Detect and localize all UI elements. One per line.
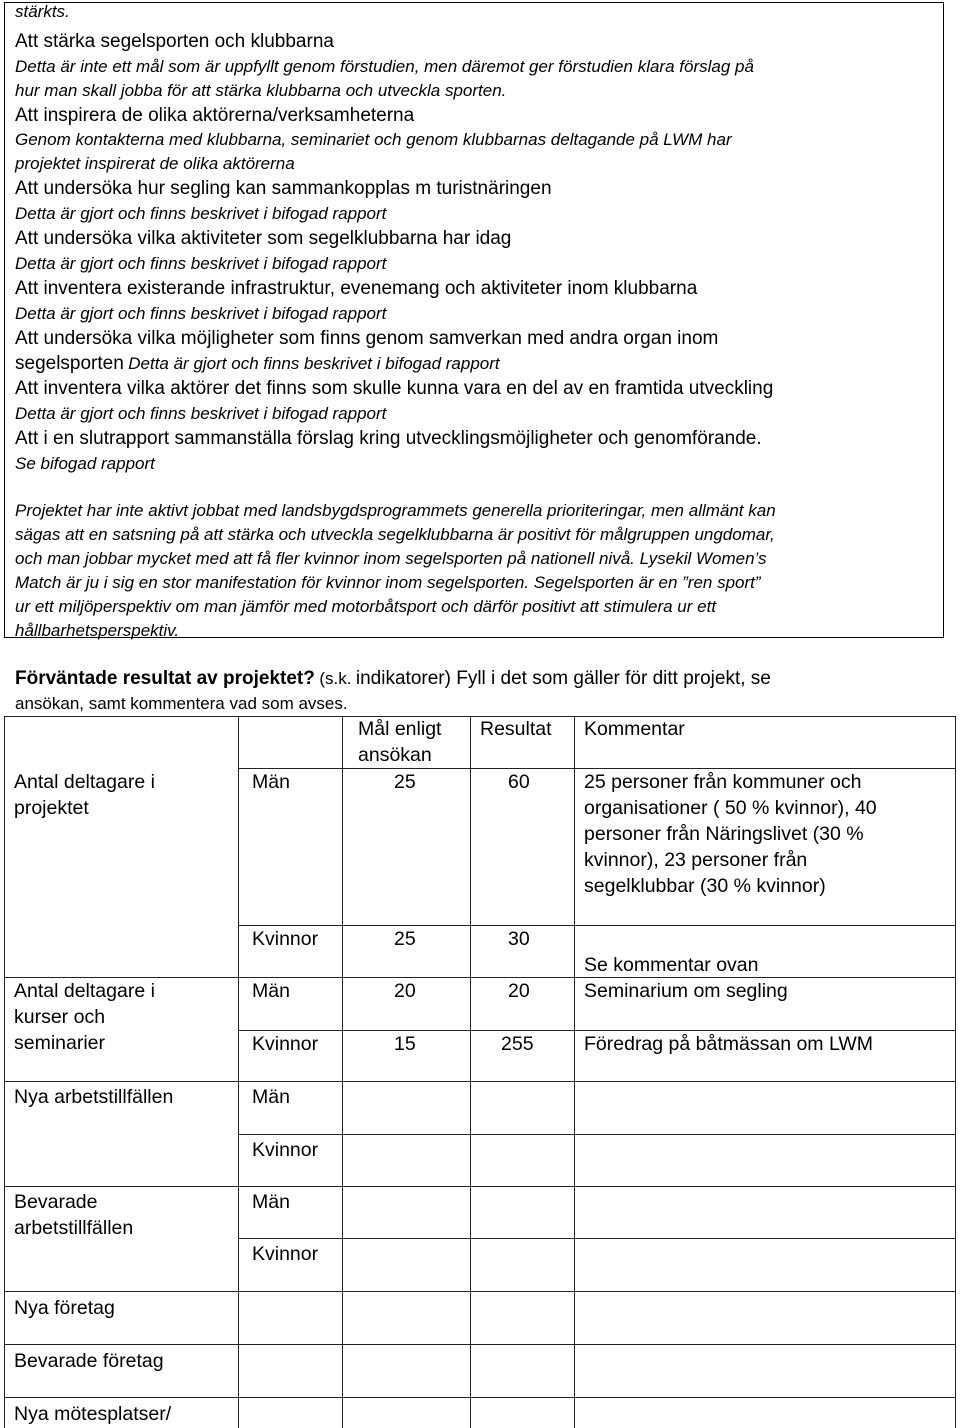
goal-comment: Detta är gjort och finns beskrivet i bifogad rapport [15,254,387,273]
priority-text: och man jobbar mycket med att få fler kvinnor inom segelsporten på nationell nivå. Lysekil Women’s [15,549,767,568]
gender-cell: Män [252,771,290,793]
header-goal: Mål enligt [358,718,442,740]
text-line: stärkts. [15,2,70,21]
table-border [238,925,956,926]
priority-text: hållbarhetsperspektiv. [15,621,180,640]
table-border [238,1238,956,1239]
table-border [470,716,471,1428]
table-border [955,716,956,1428]
goal-comment: hur man skall jobba för att stärka klubbarna och utveckla sporten. [15,81,507,100]
comment-text: personer från Näringslivet (30 % [584,823,864,845]
table-border [4,716,5,1428]
heading-bold: Förväntade resultat av projektet? [15,668,315,689]
goal-comment: Detta är gjort och finns beskrivet i bifogad rapport [15,304,387,323]
comment-text: kvinnor), 23 personer från [584,849,808,871]
heading-rest: indikatorer) Fyll i det som gäller för ditt projekt, se [355,668,771,689]
comment-text: Se kommentar ovan [584,954,759,976]
row-label: arbetstillfällen [14,1217,134,1239]
gender-cell: Kvinnor [252,1243,319,1265]
table-border [4,1186,956,1187]
goal-comment: Detta är gjort och finns beskrivet i bifogad rapport [15,204,387,223]
table-border [238,1134,956,1135]
comment-text: organisationer ( 50 % kvinnor), 40 [584,797,877,819]
result-value: 30 [508,928,530,950]
priority-text: ur ett miljöperspektiv om man jämför med motorbåtsport och därför positivt att stimulera ur ett [15,597,717,616]
goal-value: 15 [394,1033,416,1055]
result-value: 60 [508,771,530,793]
goal-heading: Att undersöka vilka möjligheter som finns genom samverkan med andra organ inom [15,328,719,349]
row-label: kurser och [14,1006,106,1028]
header-result: Resultat [480,718,552,740]
result-value: 20 [508,980,530,1002]
gender-cell: Kvinnor [252,1033,319,1055]
result-value: 255 [501,1033,534,1055]
goal-comment: Genom kontakterna med klubbarna, seminariet och genom klubbarnas deltagande på LWM har [15,130,732,149]
gender-cell: Kvinnor [252,928,319,950]
goal-value: 20 [394,980,416,1002]
table-border [342,716,343,1428]
goal-heading: Att inspirera de olika aktörerna/verksamheterna [15,105,415,126]
goal-heading: Att stärka segelsporten och klubbarna [15,31,334,52]
header-comment: Kommentar [584,718,685,740]
comment-text: Seminarium om segling [584,980,788,1002]
goal-heading: Att undersöka vilka aktiviteter som segelklubbarna har idag [15,228,512,249]
row-label: Nya företag [14,1297,115,1319]
goal-comment: Detta är gjort och finns beskrivet i bifogad rapport [15,404,387,423]
heading-small: (s.k. [319,669,352,688]
row-label: seminarier [14,1032,106,1054]
results-table [4,716,956,1428]
goal-value: 25 [394,928,416,950]
table-border [4,1344,956,1345]
heading-line-2: ansökan, samt kommentera vad som avses. [15,694,348,713]
row-label: Bevarade företag [14,1350,164,1372]
gender-cell: Män [252,980,290,1002]
row-label: Antal deltagare i [14,980,155,1002]
priority-text: sägas att en satsning på att stärka och utveckla segelklubbarna är positivt för målgruppen ungdomar, [15,525,775,544]
table-border [4,1291,956,1292]
row-label: Nya mötesplatser/ [14,1403,172,1425]
goal-heading-cont [15,354,500,373]
priority-text: Projektet har inte aktivt jobbat med landsbygdsprogrammets generella prioriteringar, men allmänt kan [15,501,776,520]
goal-heading: Att i en slutrapport sammanställa förslag kring utvecklingsmöjligheter och genomförande. [15,428,762,449]
goal-heading: Att undersöka hur segling kan sammankopplas m turistnäringen [15,178,552,199]
goal-value: 25 [394,771,416,793]
goal-heading: Att inventera existerande infrastruktur, evenemang och aktiviteter inom klubbarna [15,278,698,299]
header-goal: ansökan [358,744,432,766]
row-label: Antal deltagare i [14,771,155,793]
table-border [4,1397,956,1398]
table-border [238,716,239,1428]
heading-line-1 [15,669,771,688]
comment-text: segelklubbar (30 % kvinnor) [584,875,826,897]
comment-text: 25 personer från kommuner och [584,771,862,793]
goal-comment: Se bifogad rapport [15,454,155,473]
table-border [574,716,575,1428]
row-label: Bevarade [14,1191,98,1213]
gender-cell: Män [252,1086,290,1108]
goal-comment: Detta är gjort och finns beskrivet i bifogad rapport [128,354,500,373]
goal-comment: projektet inspirerat de olika aktörerna [15,154,295,173]
priority-text: Match är ju i sig en stor manifestation för kvinnor inom segelsporten. Segelsporten är en ”ren sport” [15,573,761,592]
row-label: projektet [14,797,89,819]
goal-heading: segelsporten [15,353,124,374]
row-label: Nya arbetstillfällen [14,1086,174,1108]
gender-cell: Kvinnor [252,1139,319,1161]
comment-text: Föredrag på båtmässan om LWM [584,1033,874,1055]
goal-heading: Att inventera vilka aktörer det finns som skulle kunna vara en del av en framtida utveckling [15,378,774,399]
gender-cell: Män [252,1191,290,1213]
goal-comment: Detta är inte ett mål som är uppfyllt genom förstudien, men däremot ger förstudien klara förslag på [15,57,754,76]
table-border [4,1081,956,1082]
